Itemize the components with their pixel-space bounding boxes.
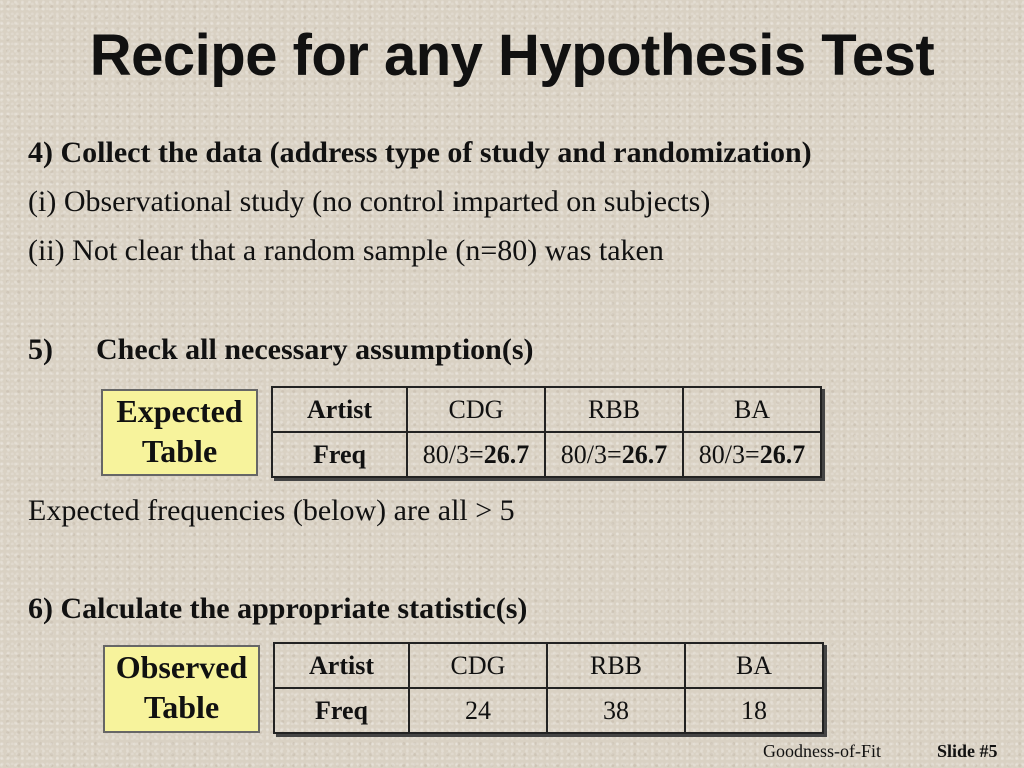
expected-frequencies-note: Expected frequencies (below) are all > 5 bbox=[28, 494, 515, 527]
observed-label-line1: Observed bbox=[115, 649, 248, 685]
expected-table-label bbox=[101, 389, 258, 476]
expected-label-line1: Expected bbox=[116, 393, 243, 429]
step4-item-observational: (i) Observational study (no control imparted on subjects) bbox=[28, 185, 711, 218]
step5-heading-row bbox=[28, 333, 534, 367]
step6-heading: 6) Calculate the appropriate statistic(s) bbox=[28, 592, 528, 625]
expected-header-row bbox=[272, 387, 821, 432]
observed-label-line2: Table bbox=[143, 689, 220, 725]
step5-heading: Check all necessary assumption(s) bbox=[96, 333, 534, 366]
observed-header-cdg: CDG bbox=[409, 643, 547, 688]
observed-table bbox=[273, 642, 824, 734]
observed-table-label bbox=[103, 645, 260, 733]
expected-cdg-value: 26.7 bbox=[483, 439, 530, 469]
expected-freq-row bbox=[272, 432, 821, 477]
observed-header-rbb: RBB bbox=[547, 643, 685, 688]
footer-slide-number: Slide #5 bbox=[937, 741, 998, 761]
step5-number: 5) bbox=[28, 333, 53, 366]
step4-heading: 4) Collect the data (address type of study and randomization) bbox=[28, 136, 812, 169]
expected-freq-cdg bbox=[407, 432, 545, 477]
observed-freq-row bbox=[274, 688, 823, 733]
expected-rbb-value: 26.7 bbox=[621, 439, 668, 469]
expected-ba-prefix: 80/3= bbox=[698, 439, 760, 469]
expected-freq-label: Freq bbox=[272, 432, 407, 477]
step4-item-random-sample: (ii) Not clear that a random sample (n=80) was taken bbox=[28, 234, 664, 267]
expected-cdg-prefix: 80/3= bbox=[422, 439, 484, 469]
expected-header-rbb: RBB bbox=[545, 387, 683, 432]
expected-table bbox=[271, 386, 822, 478]
expected-label-line2: Table bbox=[141, 433, 218, 469]
expected-freq-rbb bbox=[545, 432, 683, 477]
observed-header-ba: BA bbox=[685, 643, 823, 688]
observed-freq-ba: 18 bbox=[685, 688, 823, 733]
observed-freq-label: Freq bbox=[274, 688, 409, 733]
observed-header-artist: Artist bbox=[274, 643, 409, 688]
expected-header-ba: BA bbox=[683, 387, 821, 432]
expected-rbb-prefix: 80/3= bbox=[560, 439, 622, 469]
observed-header-row bbox=[274, 643, 823, 688]
footer-topic: Goodness-of-Fit bbox=[763, 741, 881, 761]
slide-title: Recipe for any Hypothesis Test bbox=[89, 23, 935, 88]
observed-freq-cdg: 24 bbox=[409, 688, 547, 733]
expected-ba-value: 26.7 bbox=[759, 439, 806, 469]
expected-freq-ba bbox=[683, 432, 821, 477]
expected-header-artist: Artist bbox=[272, 387, 407, 432]
expected-header-cdg: CDG bbox=[407, 387, 545, 432]
observed-freq-rbb: 38 bbox=[547, 688, 685, 733]
